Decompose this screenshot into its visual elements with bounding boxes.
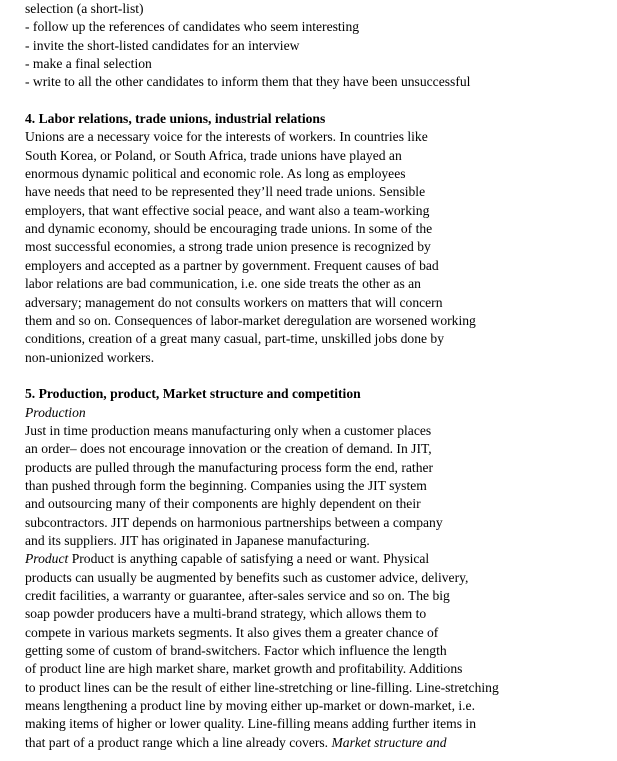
text-line: and its suppliers. JIT has originated in Japanese manufacturing. <box>25 532 370 548</box>
list-item: - invite the short-listed candidates for an interview <box>25 37 300 53</box>
text-line: subcontractors. JIT depends on harmonious partnerships between a company <box>25 514 443 530</box>
text-line: making items of higher or lower quality. Line-filling means adding further items in <box>25 716 477 732</box>
subheading: Production <box>25 404 86 420</box>
text-line: employers, that want effective social peace, and want also a team-working <box>25 202 430 218</box>
text-line: and outsourcing many of their components are highly dependent on their <box>25 496 421 512</box>
section-production <box>25 385 615 752</box>
text-line: employers and accepted as a partner by government. Frequent causes of bad <box>25 257 439 273</box>
text-line: labor relations are bad communication, i.e. one side treats the other as an <box>25 276 421 292</box>
intro-list <box>25 0 615 92</box>
list-item: - write to all the other candidates to inform them that they have been unsuccessful <box>25 74 471 90</box>
section-heading: 4. Labor relations, trade unions, industrial relations <box>25 111 326 127</box>
text-line: non-unionized workers. <box>25 349 155 365</box>
text-line: an order– does not encourage innovation or the creation of demand. In JIT, <box>25 441 432 457</box>
text-line: and dynamic economy, should be encouraging trade unions. In some of the <box>25 221 433 237</box>
list-item: - follow up the references of candidates who seem interesting <box>25 19 360 35</box>
product-label: Product <box>25 551 69 567</box>
text-line: adversary; management do not consults workers on matters that will concern <box>25 294 443 310</box>
text-line: Just in time production means manufacturing only when a customer places <box>25 422 432 438</box>
text-line <box>25 734 615 752</box>
text-line: products are pulled through the manufacturing process form the end, rather <box>25 459 434 475</box>
text-line: to product lines can be the result of either line-stretching or line-filling. Line-stretching <box>25 679 499 695</box>
text-line: means lengthening a product line by moving either up-market or down-market, i.e. <box>25 698 475 714</box>
text-line: enormous dynamic political and economic role. As long as employees <box>25 166 406 182</box>
list-item: - make a final selection <box>25 56 152 72</box>
text-line: credit facilities, a warranty or guarantee, after-sales service and so on. The big <box>25 588 450 603</box>
section-labor-relations <box>25 110 615 367</box>
text-line: most successful economies, a strong trade union presence is recognized by <box>25 239 431 255</box>
text-line: getting some of custom of brand-switchers. Factor which influence the length <box>25 643 447 659</box>
text-line: Unions are a necessary voice for the interests of workers. In countries like <box>25 129 428 145</box>
text-line: soap powder producers have a multi-brand strategy, which allows them to <box>25 606 427 622</box>
section-heading: 5. Production, product, Market structure and competition <box>25 386 361 402</box>
market-structure-label: Market structure and <box>331 734 447 750</box>
text-line: South Korea, or Poland, or South Africa, trade unions have played an <box>25 147 402 163</box>
text-line <box>25 550 615 568</box>
text-run: that part of a product range which a line already covers. <box>25 734 332 750</box>
document-page <box>25 0 615 752</box>
text-line: selection (a short-list) <box>25 1 144 16</box>
text-line: have needs that need to be represented they’ll need trade unions. Sensible <box>25 184 426 200</box>
text-line: them and so on. Consequences of labor-market deregulation are worsened working <box>25 312 476 328</box>
text-run: Product is anything capable of satisfying a need or want. Physical <box>68 551 430 567</box>
text-line: than pushed through form the beginning. Companies using the JIT system <box>25 477 427 493</box>
text-line: products can usually be augmented by benefits such as customer advice, delivery, <box>25 569 469 585</box>
text-line: conditions, creation of a great many casual, part-time, unskilled jobs done by <box>25 331 445 347</box>
text-line: of product line are high market share, market growth and profitability. Additions <box>25 661 463 677</box>
text-line: compete in various markets segments. It also gives them a greater chance of <box>25 624 439 640</box>
